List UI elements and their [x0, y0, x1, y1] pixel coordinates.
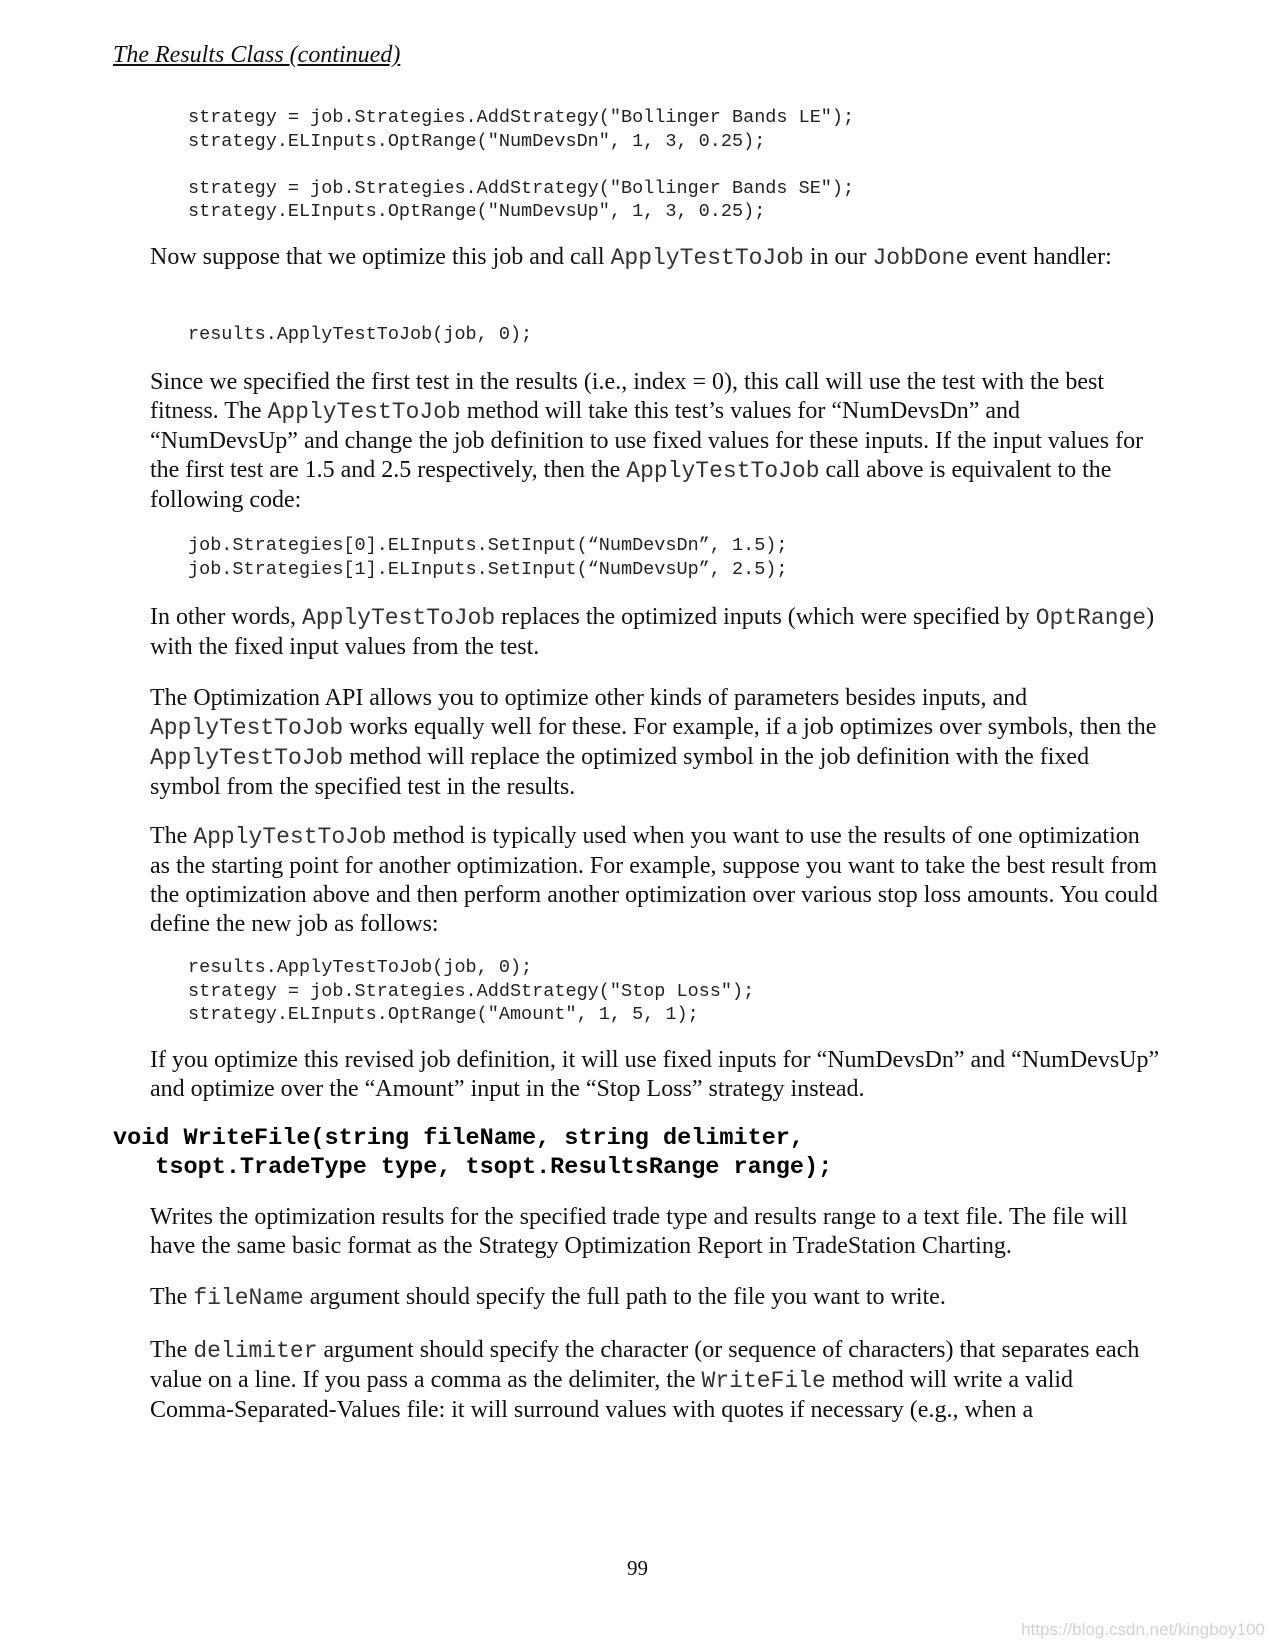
- inline-code: ApplyTestToJob: [301, 605, 496, 631]
- code-line: strategy.ELInputs.OptRange("NumDevsUp", 1, 3, 0.25);: [188, 201, 766, 222]
- text-run: method will write a valid Comma-Separated-Values file: it will surround values with quotes if necessary (e.g., when a: [150, 1367, 1074, 1423]
- code-line: results.ApplyTestToJob(job, 0);: [188, 957, 533, 978]
- inline-code: ApplyTestToJob: [193, 824, 387, 850]
- paragraph-optimize-job: [150, 243, 1160, 273]
- code-line: results.ApplyTestToJob(job, 0);: [188, 324, 533, 345]
- code-block-apply-test: [188, 323, 532, 347]
- text-run: argument should specify the character (or sequence of characters) that separates each value on a line. If you pass a comma as the delimiter, the: [150, 1337, 1140, 1393]
- paragraph-revised-job: [150, 1046, 1160, 1104]
- text-run: The Optimization API allows you to optimize other kinds of parameters besides inputs, and: [150, 685, 1028, 711]
- text-run: In other words,: [150, 604, 302, 630]
- text-run: ) with the fixed input values from the test.: [150, 604, 1155, 660]
- code-line: job.Strategies[1].ELInputs.SetInput(“NumDevsUp”, 2.5);: [188, 558, 788, 580]
- text-run: in our: [803, 244, 873, 270]
- inline-code: ApplyTestToJob: [150, 745, 344, 771]
- text-run: Writes the optimization results for the specified trade type and results range to a text file. The file will have the same basic format as the Strategy Optimization Report in TradeStation Charting.: [150, 1204, 1128, 1259]
- code-line: strategy.ELInputs.OptRange("NumDevsDn", 1, 3, 0.25);: [188, 130, 766, 152]
- text-run: works equally well for these. For example, if a job optimizes over symbols, then the: [343, 714, 1157, 740]
- text-run: method will take this test’s values for “NumDevsDn” and “NumDevsUp” and change the job definition to use fixed values for these inputs. If the input values for the first test are 1.5 and 2.5 respectively, then the: [150, 398, 1144, 483]
- inline-code: delimiter: [193, 1338, 318, 1364]
- inline-code: fileName: [193, 1285, 304, 1311]
- paragraph-other-words: [150, 603, 1160, 662]
- text-run: The: [150, 1284, 194, 1310]
- paragraph-first-test: [150, 368, 1160, 515]
- inline-code: JobDone: [872, 245, 970, 271]
- code-line: strategy = job.Strategies.AddStrategy("Bollinger Bands LE");: [188, 107, 855, 128]
- code-block-strategies: [188, 106, 854, 224]
- inline-code: OptRange: [1035, 605, 1147, 631]
- signature-line: void WriteFile(string fileName, string delimiter,: [113, 1125, 805, 1152]
- inline-code: ApplyTestToJob: [150, 715, 344, 741]
- inline-code: ApplyTestToJob: [610, 245, 804, 271]
- code-line: strategy = job.Strategies.AddStrategy("Stop Loss");: [188, 980, 755, 1002]
- paragraph-optimization-api: [150, 684, 1160, 802]
- paragraph-starting-point: [150, 822, 1160, 939]
- text-run: The: [150, 1337, 194, 1363]
- section-header: The Results Class (continued): [113, 42, 401, 68]
- text-run: event handler:: [969, 244, 1112, 270]
- inline-code: WriteFile: [701, 1368, 826, 1394]
- text-run: If you optimize this revised job definition, it will use fixed inputs for “NumDevsDn” and “NumDevsUp” and optimize over the “Amount” input in the “Stop Loss” strategy instead.: [150, 1047, 1160, 1102]
- code-line: strategy = job.Strategies.AddStrategy("Bollinger Bands SE");: [188, 177, 855, 199]
- text-run: Now suppose that we optimize this job and call: [150, 244, 611, 270]
- text-run: replaces the optimized inputs (which were specified by: [495, 604, 1036, 630]
- text-run: call above is equivalent to the following code:: [150, 457, 1112, 513]
- method-signature-writefile: [113, 1124, 832, 1182]
- text-run: method is typically used when you want to use the results of one optimization as the starting point for another optimization. For example, suppose you want to take the best result from the optimization above and then perform another optimization over various stop loss amounts. You could define the new job as follows:: [150, 823, 1158, 937]
- text-run: argument should specify the full path to the file you want to write.: [303, 1284, 946, 1310]
- page-number: 99: [627, 1556, 648, 1580]
- signature-line: tsopt.TradeType type, tsopt.ResultsRange range);: [113, 1154, 833, 1181]
- watermark: https://blog.csdn.net/kingboy100: [1021, 1620, 1265, 1639]
- inline-code: ApplyTestToJob: [267, 399, 461, 425]
- code-line: strategy.ELInputs.OptRange("Amount", 1, 5, 1);: [188, 1004, 699, 1025]
- code-line: job.Strategies[0].ELInputs.SetInput(“NumDevsDn”, 1.5);: [188, 535, 788, 556]
- paragraph-filename-arg: [150, 1283, 1160, 1313]
- text-run: The: [150, 823, 194, 849]
- code-block-stop-loss: [188, 956, 754, 1027]
- text-run: Since we specified the first test in the results (i.e., index = 0), this call will use the test with the best fitness. The: [150, 369, 1104, 424]
- paragraph-delimiter-arg: [150, 1336, 1160, 1425]
- inline-code: ApplyTestToJob: [626, 458, 820, 484]
- code-block-set-input: [188, 534, 788, 581]
- text-run: method will replace the optimized symbol in the job definition with the fixed symbol from the specified test in the results.: [150, 744, 1090, 800]
- paragraph-writes-results: [150, 1203, 1160, 1261]
